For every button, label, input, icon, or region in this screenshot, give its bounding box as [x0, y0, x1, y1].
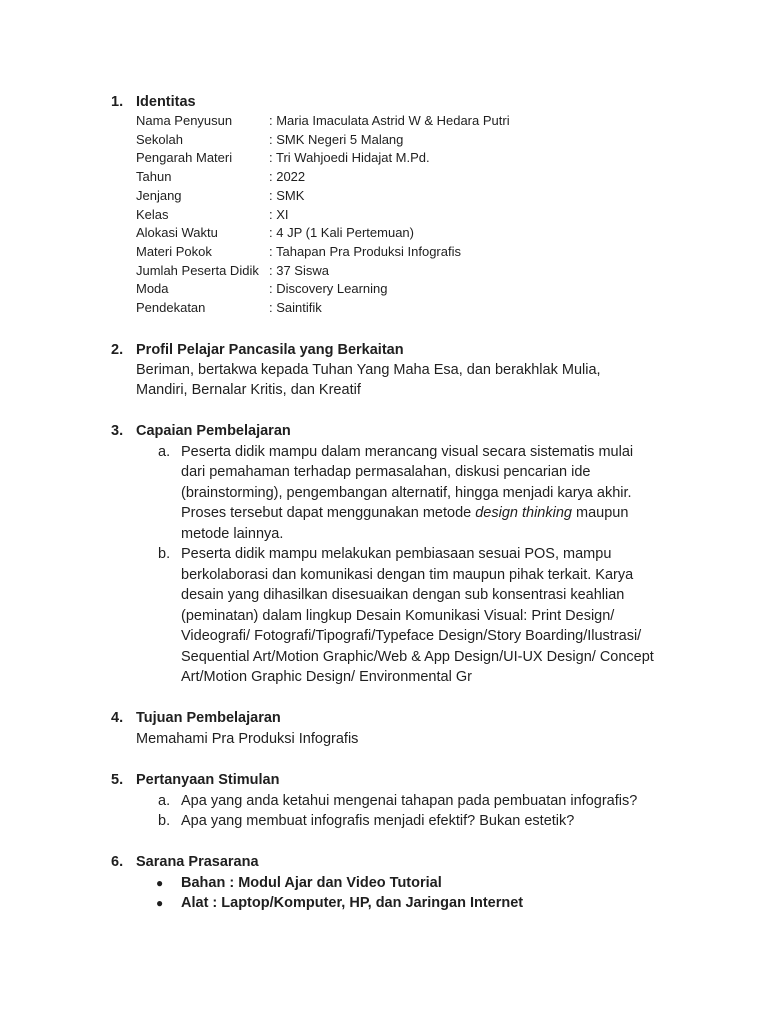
- identity-value: : Tri Wahjoedi Hidajat M.Pd.: [269, 150, 430, 166]
- list-item-line: Peserta didik mampu melakukan pembiasaan sesuai POS, mampu: [181, 546, 612, 562]
- identity-label: Kelas: [136, 206, 169, 222]
- list-item-line: Alat : Laptop/Komputer, HP, dan Jaringan Internet: [181, 895, 524, 911]
- identity-label: Jenjang: [136, 187, 182, 203]
- paragraph-line: Mandiri, Bernalar Kritis, dan Kreatif: [136, 382, 361, 398]
- identity-value: : 4 JP (1 Kali Pertemuan): [269, 225, 414, 241]
- list-item-line: berkolaborasi dan komunikasi dengan tim maupun pihak terkait. Karya: [181, 566, 634, 583]
- bullet-icon: ●: [156, 896, 164, 910]
- section-number: 3.: [111, 423, 124, 439]
- identity-label: Moda: [136, 281, 169, 297]
- text-run: maupun: [571, 505, 629, 521]
- identity-label: Nama Penyusun: [136, 113, 233, 128]
- identity-value: : Tahapan Pra Produksi Infografis: [269, 243, 461, 259]
- list-item-line: Videografi/ Fotografi/Tipografi/Typeface Design/Story Boarding/Ilustrasi/: [181, 628, 642, 644]
- list-item-line: Art/Motion Graphic Design/ Environmental Gr: [181, 669, 472, 685]
- list-item-line: metode lainnya.: [181, 525, 284, 542]
- identity-value: : Maria Imaculata Astrid W & Hedara Putri: [269, 113, 510, 128]
- section-title: Pertanyaan Stimulan: [136, 772, 280, 788]
- list-item-line: dari pemahaman terhadap permasalahan, diskusi pencarian ide: [181, 464, 591, 480]
- list-marker: a.: [158, 792, 171, 809]
- identity-label: Sekolah: [136, 131, 183, 147]
- section-title: Identitas: [136, 94, 196, 110]
- list-item-line: (brainstorming), pengembangan alternatif, hingga menjadi karya akhir.: [181, 484, 632, 501]
- identity-label: Alokasi Waktu: [136, 225, 218, 241]
- section-number: 1.: [111, 94, 124, 110]
- identity-value: : SMK: [269, 187, 305, 203]
- identity-value: : Saintifik: [269, 300, 322, 315]
- identity-label: Jumlah Peserta Didik: [136, 262, 259, 278]
- emphasis-design-thinking: design thinking: [475, 505, 572, 521]
- identity-label: Pendekatan: [136, 300, 206, 315]
- section-number: 6.: [111, 854, 124, 870]
- list-item-line: Sequential Art/Motion Graphic/Web & App Design/UI-UX Design/ Concept: [181, 648, 654, 665]
- identity-label: Pengarah Materi: [136, 150, 233, 166]
- section-number: 2.: [111, 342, 124, 358]
- list-marker: b.: [158, 813, 171, 829]
- list-item-line: [181, 503, 628, 524]
- list-marker: a.: [158, 443, 171, 460]
- list-item-line: desain yang dihasilkan disesuaikan dengan sub konsentrasi keahlian: [181, 587, 625, 603]
- identity-label: Tahun: [136, 169, 172, 185]
- section-number: 4.: [111, 710, 124, 726]
- list-item-line: (peminatan) dalam lingkup Desain Komunikasi Visual: Print Design/: [181, 607, 615, 624]
- bullet-icon: ●: [156, 875, 164, 890]
- list-item-line: Peserta didik mampu dalam merancang visual secara sistematis mulai: [181, 443, 634, 460]
- identity-value: : 2022: [269, 169, 306, 185]
- paragraph-line: Beriman, bertakwa kepada Tuhan Yang Maha Esa, dan berakhlak Mulia,: [136, 361, 601, 378]
- identity-value: : Discovery Learning: [269, 281, 388, 297]
- identity-value: : 37 Siswa: [269, 262, 329, 278]
- list-item-line: Apa yang membuat infografis menjadi efektif? Bukan estetik?: [181, 813, 575, 829]
- section-title: Capaian Pembelajaran: [136, 423, 291, 439]
- section-title: Profil Pelajar Pancasila yang Berkaitan: [136, 342, 404, 358]
- identity-value: : SMK Negeri 5 Malang: [269, 131, 404, 147]
- identity-label: Materi Pokok: [136, 243, 212, 259]
- section-title: Tujuan Pembelajaran: [136, 710, 281, 726]
- section-title: Sarana Prasarana: [136, 854, 259, 870]
- identity-value: : XI: [269, 206, 289, 222]
- paragraph-line: Memahami Pra Produksi Infografis: [136, 730, 359, 747]
- list-item-line: Apa yang anda ketahui mengenai tahapan pada pembuatan infografis?: [181, 792, 638, 809]
- text-run: Proses tersebut dapat menggunakan metode: [181, 505, 476, 521]
- list-marker: b.: [158, 546, 171, 562]
- section-number: 5.: [111, 772, 124, 788]
- list-item-line: Bahan : Modul Ajar dan Video Tutorial: [181, 874, 442, 891]
